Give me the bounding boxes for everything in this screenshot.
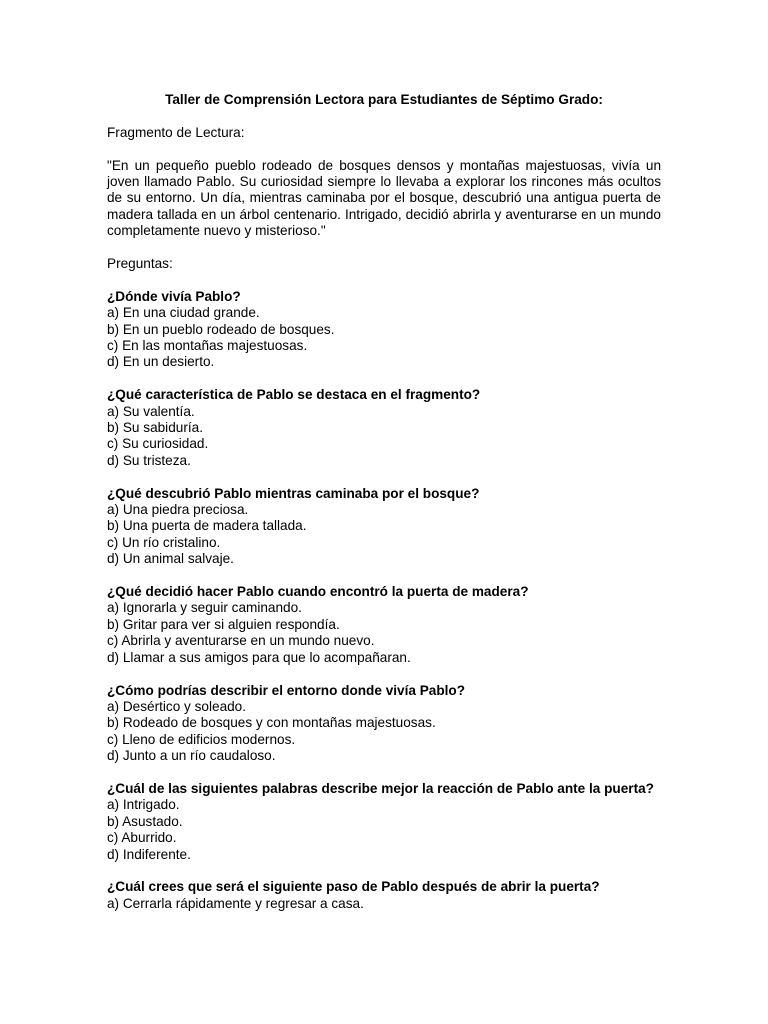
answer-option: d) Junto a un río caudaloso. bbox=[107, 748, 276, 764]
document-content bbox=[107, 92, 661, 929]
answer-option: c) Abrirla y aventurarse en un mundo nuevo. bbox=[107, 633, 375, 649]
question-block bbox=[107, 387, 661, 469]
fragment-label: Fragmento de Lectura: bbox=[107, 124, 245, 140]
answer-option: b) Asustado. bbox=[107, 813, 183, 829]
question-block bbox=[107, 683, 661, 765]
question-text: ¿Dónde vivía Pablo? bbox=[107, 288, 241, 304]
question-text: ¿Cuál crees que será el siguiente paso de Pablo después de abrir la puerta? bbox=[107, 879, 600, 895]
question-text: ¿Cómo podrías describir el entorno donde vivía Pablo? bbox=[107, 682, 466, 698]
question-block bbox=[107, 879, 661, 912]
answer-option: c) En las montañas majestuosas. bbox=[107, 338, 308, 354]
answer-option: c) Un río cristalino. bbox=[107, 534, 221, 550]
answer-option: d) Un animal salvaje. bbox=[107, 551, 234, 567]
question-text: ¿Qué descubrió Pablo mientras caminaba por el bosque? bbox=[107, 485, 480, 501]
questions-label: Preguntas: bbox=[107, 256, 173, 272]
answer-option: d) Llamar a sus amigos para que lo acompañaran. bbox=[107, 649, 411, 665]
answer-option: a) Cerrarla rápidamente y regresar a casa. bbox=[107, 895, 364, 911]
answer-option: a) Desértico y soleado. bbox=[107, 698, 247, 714]
answer-option: d) Indiferente. bbox=[107, 846, 191, 862]
answer-option: b) En un pueblo rodeado de bosques. bbox=[107, 321, 335, 337]
answer-option: b) Su sabiduría. bbox=[107, 420, 203, 436]
question-block bbox=[107, 486, 661, 568]
answer-option: a) Una piedra preciosa. bbox=[107, 502, 249, 518]
reading-passage: "En un pequeño pueblo rodeado de bosques densos y montañas majestuosas, vivía un joven llamado Pablo. Su curiosidad siempre lo llevaba a explorar los rincones más ocultos de su entorno. Un día, mientras caminaba por el bosque, descubrió una antigua puerta de madera tallada en un árbol centenario. Intrigado, decidió abrirla y aventurarse en un mundo completamente nuevo y misterioso." bbox=[107, 157, 661, 239]
answer-option: a) Su valentía. bbox=[107, 403, 195, 419]
answer-option: c) Aburrido. bbox=[107, 830, 177, 846]
answer-option: d) En un desierto. bbox=[107, 354, 215, 370]
question-block bbox=[107, 289, 661, 371]
answer-option: b) Rodeado de bosques y con montañas majestuosas. bbox=[107, 715, 436, 731]
question-block bbox=[107, 781, 661, 863]
answer-option: c) Lleno de edificios modernos. bbox=[107, 731, 296, 747]
answer-option: a) Ignorarla y seguir caminando. bbox=[107, 600, 302, 616]
document-title: Taller de Comprensión Lectora para Estudiantes de Séptimo Grado: bbox=[165, 92, 603, 107]
question-text: ¿Qué decidió hacer Pablo cuando encontró la puerta de madera? bbox=[107, 584, 529, 600]
answer-option: c) Su curiosidad. bbox=[107, 436, 209, 452]
answer-option: a) En una ciudad grande. bbox=[107, 305, 260, 321]
question-text: ¿Cuál de las siguientes palabras describe mejor la reacción de Pablo ante la puerta? bbox=[107, 780, 654, 796]
answer-option: b) Una puerta de madera tallada. bbox=[107, 518, 307, 534]
answer-option: b) Gritar para ver si alguien respondía. bbox=[107, 616, 340, 632]
answer-option: d) Su tristeza. bbox=[107, 452, 191, 468]
answer-option: a) Intrigado. bbox=[107, 797, 180, 813]
question-block bbox=[107, 584, 661, 666]
question-text: ¿Qué característica de Pablo se destaca en el fragmento? bbox=[107, 387, 481, 403]
